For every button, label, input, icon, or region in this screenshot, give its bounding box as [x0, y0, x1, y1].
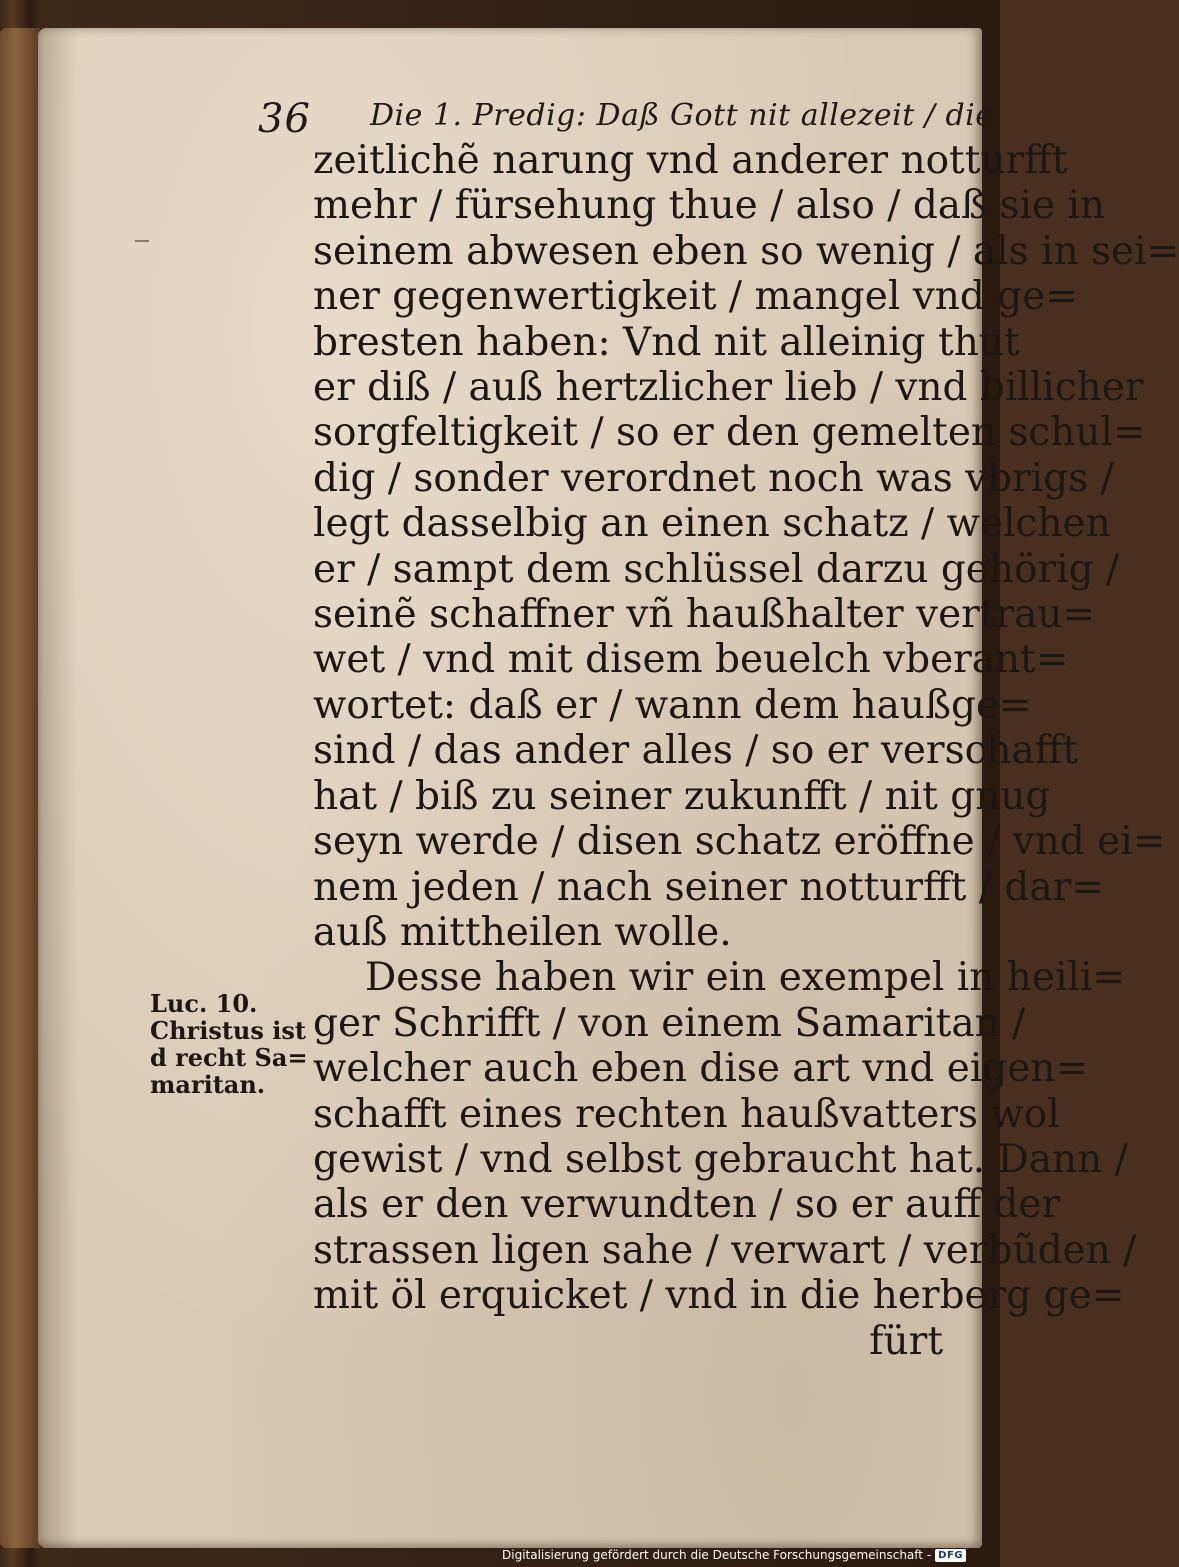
digitization-credit	[502, 1546, 966, 1564]
text-line: ger Schrifft / von einem Samaritan /	[313, 1000, 1026, 1046]
marginal-note-line: Christus ist	[150, 1016, 306, 1045]
marginal-note	[150, 990, 310, 1098]
text-line: zeitlichẽ narung vnd anderer notturfft	[313, 138, 1068, 183]
text-line: bresten haben: Vnd nit alleinig thut	[313, 319, 1020, 365]
text-line: seyn werde / disen schatz eröffne / vnd ei=	[313, 819, 1166, 865]
marginal-note-line: maritan.	[150, 1070, 266, 1099]
text-line: sorgfeltigkeit / so er den gemelten schul=	[313, 410, 1146, 456]
text-line: dig / sonder verordnet noch was vbrigs /	[313, 455, 1114, 501]
text-line: schafft eines rechten haußvatters wol	[313, 1091, 1060, 1137]
catchword: fürt	[869, 1318, 943, 1364]
text-line: ner gegenwertigkeit / mangel vnd ge=	[313, 274, 1078, 320]
marginal-note-line: d recht Sa=	[150, 1043, 308, 1072]
text-line: seinẽ schaffner vñ haußhalter vertrau=	[313, 592, 1096, 638]
text-line: mit öl erquicket / vnd in die herberg ge=	[313, 1273, 1125, 1319]
text-line: nem jeden / nach seiner notturfft / dar=	[313, 864, 1104, 910]
text-line: als er den verwundten / so er auff der	[313, 1182, 1061, 1228]
text-line: hat / biß zu seiner zukunfft / nit gnug	[313, 773, 1051, 819]
text-line: Desse haben wir ein exempel in heili=	[365, 955, 1126, 1001]
text-line: auß mittheilen wolle.	[313, 909, 732, 955]
text-line: strassen ligen sahe / verwart / verbũden /	[313, 1227, 1137, 1273]
margin-ink-mark	[135, 240, 149, 242]
book-binding-edge	[0, 28, 40, 1548]
text-line: seinem abwesen eben so wenig / als in sei=	[313, 228, 1179, 274]
marginal-note-line: Luc. 10.	[150, 989, 258, 1018]
body-text	[313, 138, 1179, 1364]
text-line: er / sampt dem schlüssel darzu gehörig /	[313, 546, 1120, 592]
page-number: 36	[258, 96, 311, 142]
text-line: gewist / vnd selbst gebraucht hat. Dann /	[313, 1136, 1128, 1182]
text-line: mehr / fürsehung thue / also / daß sie in	[313, 183, 1106, 229]
text-line: wet / vnd mit disem beuelch vberant=	[313, 637, 1069, 683]
credit-text: Digitalisierung gefördert durch die Deutsche Forschungsgemeinschaft -	[502, 1548, 932, 1562]
dfg-logo: DFG	[935, 1549, 966, 1562]
running-head: Die 1. Predig: Daß Gott nit allezeit / die	[370, 98, 994, 133]
text-line: sind / das ander alles / so er verschafft	[313, 728, 1079, 774]
text-line: welcher auch eben dise art vnd eigen=	[313, 1046, 1089, 1092]
text-line: legt dasselbig an einen schatz / welchen	[313, 501, 1111, 547]
text-line: er diß / auß hertzlicher lieb / vnd billicher	[313, 365, 1144, 411]
text-line: wortet: daß er / wann dem haußge=	[313, 682, 1032, 728]
